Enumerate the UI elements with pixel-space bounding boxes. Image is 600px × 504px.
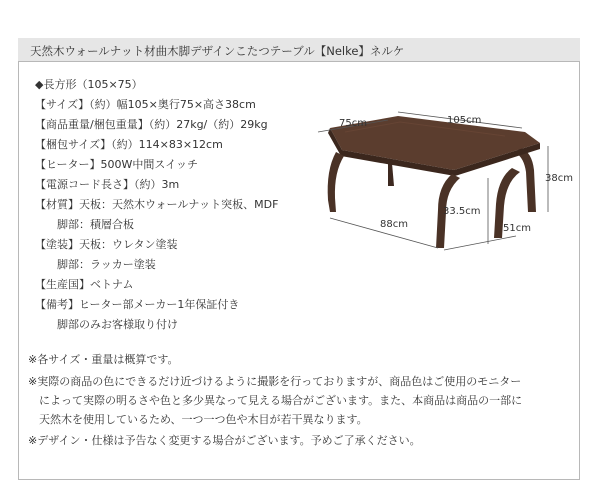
dim-label-clearance: 33.5cm bbox=[443, 206, 481, 217]
product-title: 天然木ウォールナット材曲木脚デザインこたつテーブル【Nelke】ネルケ bbox=[30, 44, 405, 58]
spec-line-package: 【梱包サイズ】（約）114×83×12cm bbox=[35, 138, 223, 151]
front-left-leg bbox=[328, 152, 344, 212]
note-spec-change: ※デザイン・仕様は予告なく変更する場合がございます。予めご了承ください。 bbox=[28, 434, 421, 447]
spec-line-material-legs: 脚部：積層合板 bbox=[35, 218, 134, 231]
back-left-leg bbox=[388, 163, 394, 186]
spec-line-note-assembly: 脚部のみお客様取り付け bbox=[35, 318, 178, 331]
spec-line-finish-legs: 脚部：ラッカー塗装 bbox=[35, 258, 156, 271]
dim-label-leg-depth: 51cm bbox=[503, 223, 531, 234]
note-color-2: によって実際の明るさや色と多少異なって見える場合がございます。また、本商品は商品の一部に bbox=[28, 394, 523, 407]
spec-line-weight: 【商品重量/梱包重量】（約）27kg/（約）29kg bbox=[35, 118, 268, 131]
note-color-3: 天然木を使用しているため、一つ一つ色や木目が若干異なります。 bbox=[28, 413, 368, 426]
spec-line-heater: 【ヒーター】500W中間スイッチ bbox=[35, 158, 198, 171]
dim-label-leg-span: 88cm bbox=[380, 219, 408, 230]
spec-line-origin: 【生産国】ベトナム bbox=[35, 278, 134, 291]
spec-line-note: 【備考】ヒーター部メーカー1年保証付き bbox=[35, 298, 240, 311]
note-approximate: ※各サイズ・重量は概算です。 bbox=[28, 353, 179, 366]
note-color-1: ※実際の商品の色にできるだけ近づけるように撮影を行っておりますが、商品色はご使用のモニター bbox=[28, 375, 522, 388]
spec-line-finish: 【塗装】天板：ウレタン塗装 bbox=[35, 238, 178, 251]
dim-line-leg-depth bbox=[444, 236, 516, 250]
spec-line-cord: 【電源コード長さ】（約）3m bbox=[35, 178, 180, 191]
back-right-leg bbox=[516, 147, 536, 212]
dim-label-height: 38cm bbox=[545, 173, 573, 184]
dim-label-depth: 75cm bbox=[339, 118, 367, 129]
spec-shape: ◆長方形（105×75） bbox=[35, 78, 143, 91]
spec-line-size: 【サイズ】（約）幅105×奥行75×高さ38cm bbox=[35, 98, 256, 111]
dim-label-width: 105cm bbox=[447, 115, 482, 126]
spec-line-material: 【材質】天板：天然木ウォールナット突板、MDF bbox=[35, 198, 279, 211]
